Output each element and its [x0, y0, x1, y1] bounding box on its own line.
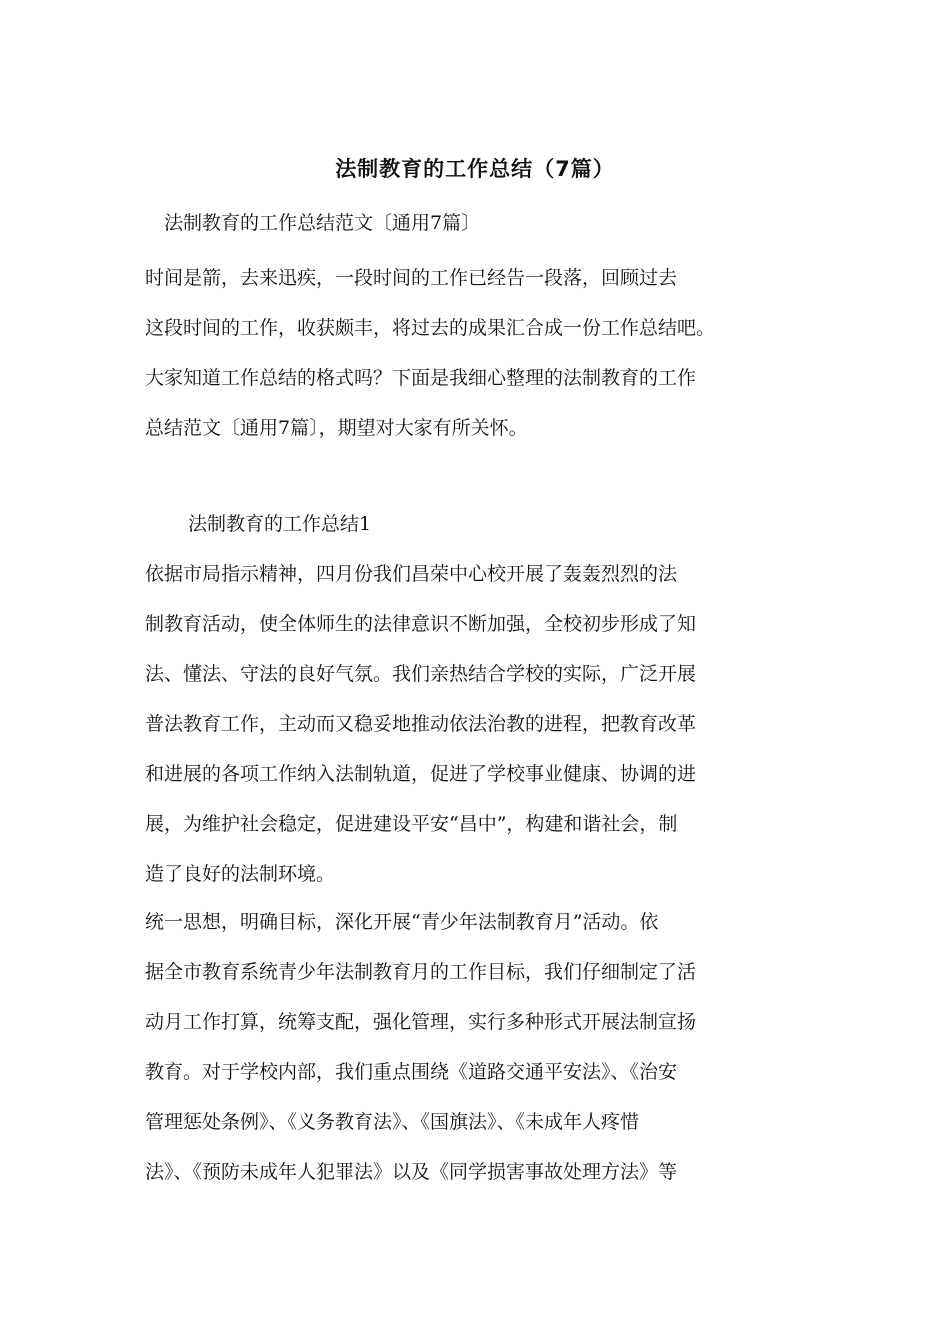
intro-line: 大家知道工作总结的格式吗？下面是我细心整理的法制教育的工作: [145, 367, 697, 389]
paragraph-line: 法、懂法、守法的良好气氛。我们亲热结合学校的实际，广泛开展: [145, 663, 697, 685]
document-subtitle: 法制教育的工作总结范文〔通用7篇〕: [164, 212, 481, 234]
section-heading: 法制教育的工作总结1: [188, 513, 372, 535]
paragraph-line: 动月工作打算，统筹支配，强化管理，实行多种形式开展法制宣扬: [145, 1011, 697, 1033]
body-paragraph-1: [145, 549, 810, 899]
paragraph-line: 造了良好的法制环境。: [145, 863, 336, 885]
paragraph-line: 和进展的各项工作纳入法制轨道，促进了学校事业健康、协调的进: [145, 763, 697, 785]
paragraph-line: 统一思想，明确目标，深化开展“青少年法制教育月”活动。依: [145, 911, 659, 933]
intro-line: 总结范文〔通用7篇〕，期望对大家有所关怀。: [145, 417, 528, 439]
paragraph-line: 教育。对于学校内部，我们重点围绕《道路交通平安法》、《治安: [145, 1061, 678, 1083]
paragraph-line: 法》、《预防未成年人犯罪法》以及《同学损害事故处理方法》等: [145, 1161, 678, 1183]
paragraph-line: 依据市局指示精神，四月份我们昌荣中心校开展了轰轰烈烈的法: [145, 563, 678, 585]
paragraph-line: 管理惩处条例》、《义务教育法》、《国旗法》、《未成年人疼惜: [145, 1111, 640, 1133]
paragraph-line: 据全市教育系统青少年法制教育月的工作目标，我们仔细制定了活: [145, 961, 697, 983]
intro-line: 这段时间的工作，收获颇丰，将过去的成果汇合成一份工作总结吧。: [145, 317, 716, 339]
document-title: 法制教育的工作总结（7篇）: [335, 157, 615, 181]
intro-paragraph: [145, 253, 810, 453]
paragraph-line: 展，为维护社会稳定，促进建设平安“昌中”，构建和谐社会，制: [145, 813, 678, 835]
paragraph-line: 普法教育工作，主动而又稳妥地推动依法治教的进程，把教育改革: [145, 713, 697, 735]
intro-line: 时间是箭，去来迅疾，一段时间的工作已经告一段落，回顾过去: [145, 267, 678, 289]
paragraph-line: 制教育活动，使全体师生的法律意识不断加强，全校初步形成了知: [145, 613, 697, 635]
body-paragraph-2: [145, 897, 810, 1197]
